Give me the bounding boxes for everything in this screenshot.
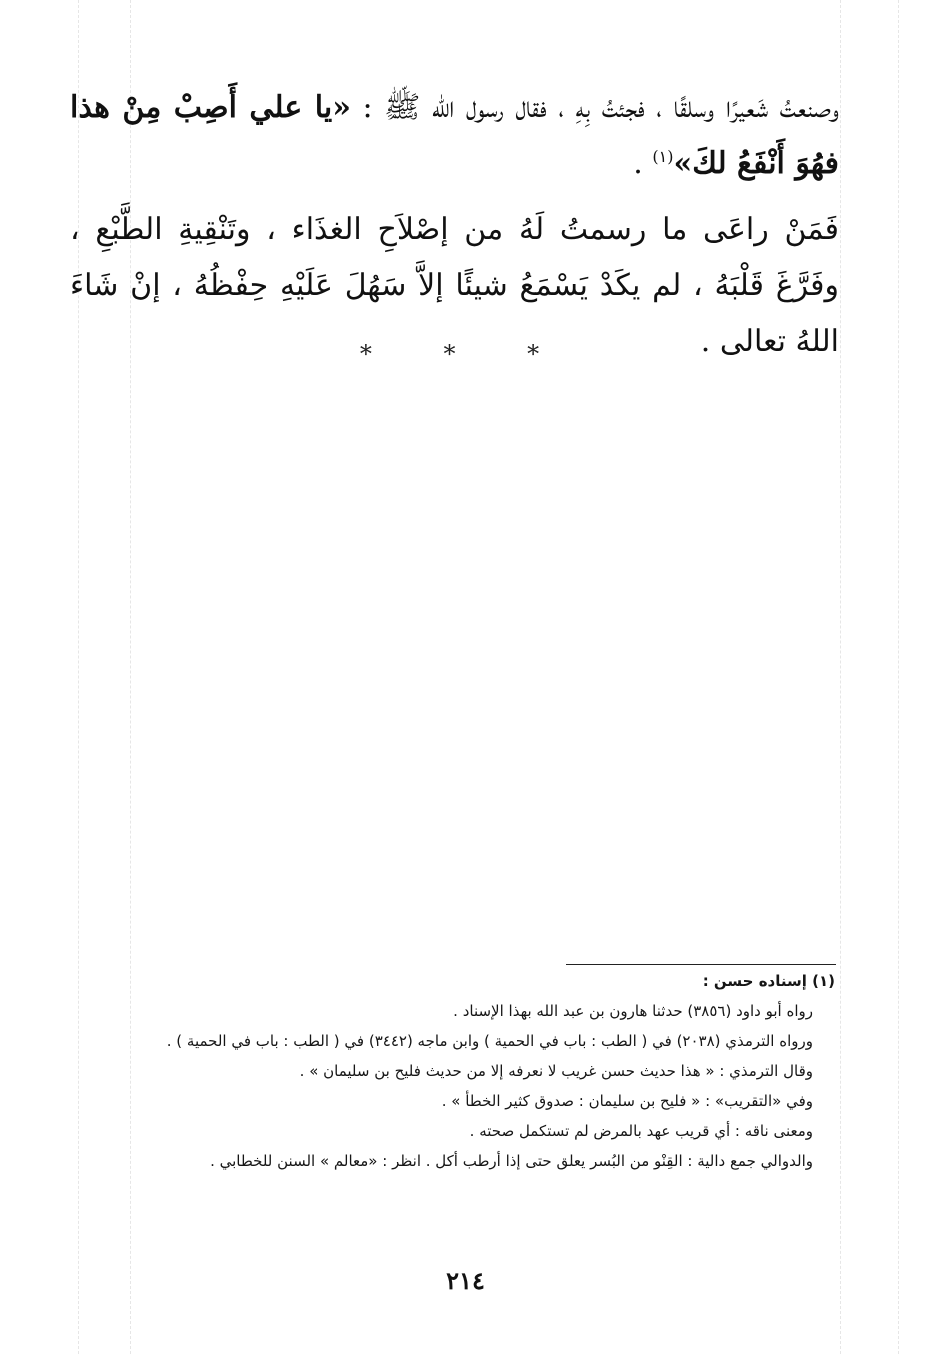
footnote-divider — [566, 964, 836, 965]
section-separator: * * * — [359, 340, 572, 368]
footnote-line: ومعنى ناقه : أي قريب عهد بالمرض لم تستكمل صحته . — [469, 1122, 813, 1140]
footnote-title: (١) إسناده حسن : — [702, 972, 835, 990]
paragraph-end: . — [633, 146, 643, 181]
paragraph-advice: فَمَنْ راعَى ما رسمتُ لَهُ من إصْلاَحِ الغذَاء ، وتَنْقِيةِ الطَّبْعِ ، وفَرَّغَ قَلْبَهُ ، لم يكَدْ يَسْمَعُ شيئًا إلاَّ سَهُلَ عَلَيْهِ حِفْظُهُ ، إنْ شَاءَ اللهُ تعالى . — [70, 212, 839, 359]
footnote-line: والدوالي جمع دالية : القِنْو من البُسر يعلق حتى إذا أرطب أكل . انظر : «معالم » السنن للخطابي . — [210, 1152, 813, 1170]
footnote-line: وقال الترمذي : « هذا حديث حسن غريب لا نعرفه إلا من حديث فليح بن سليمان » . — [299, 1062, 813, 1080]
page-number: ٢١٤ — [446, 1266, 485, 1295]
hadith-quote: «يا علي أَصِبْ مِنْ هذا فهُوَ أَنْفَعُ لكَ» — [70, 90, 839, 181]
paragraph-text: وصنعتُ شَعيرًا وسلقًا ، فجئتُ بِهِ ، فقال رسول الله ﷺ : — [362, 90, 839, 125]
footnotes — [96, 966, 835, 1176]
footnote-line: ورواه الترمذي (٢٠٣٨) في ( الطب : باب في الحمية ) وابن ماجه (٣٤٤٢) في ( الطب : باب في الحمية ) . — [166, 1032, 813, 1050]
footnote-line: وفي «التقريب» : « فليح بن سليمان : صدوق كثير الخطأ » . — [441, 1092, 813, 1110]
footnote-reference: (١) — [652, 147, 674, 166]
footnote-line: رواه أبو داود (٣٨٥٦) حدثنا هارون بن عبد الله بهذا الإسناد . — [453, 1002, 813, 1020]
paragraph-hadith — [70, 80, 839, 192]
main-text — [70, 80, 839, 370]
scan-guide-line — [840, 0, 841, 1354]
scan-guide-line — [898, 0, 899, 1354]
